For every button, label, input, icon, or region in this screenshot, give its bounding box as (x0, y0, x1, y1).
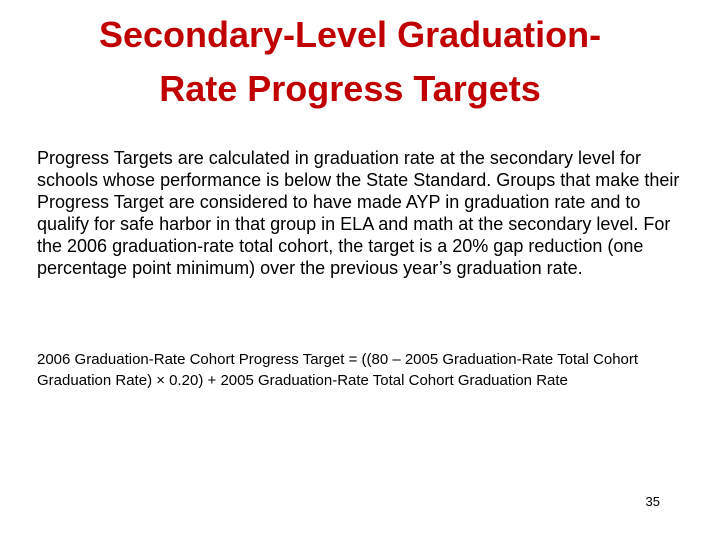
body-paragraph: Progress Targets are calculated in graduation rate at the secondary level for schools whose performance is below the State Standard. Groups that make their Progress Target are considered to have made AYP in graduation rate and to qualify for safe harbor in that group in ELA and math at the secondary level. For the 2006 graduation-rate total cohort, the target is a 20% gap reduction (one percentage point minimum) over the previous year’s graduation rate. (37, 148, 680, 278)
slide-title (20, 8, 680, 116)
page-number: 35 (645, 494, 660, 509)
slide-title-line-2: Rate Progress Targets (159, 68, 541, 109)
formula-paragraph: 2006 Graduation-Rate Cohort Progress Target = ((80 – 2005 Graduation-Rate Total Cohort Graduation Rate) × 0.20) + 2005 Graduation-Rate Total Cohort Graduation Rate (37, 351, 639, 389)
slide-title-line-1: Secondary-Level Graduation- (98, 14, 602, 55)
